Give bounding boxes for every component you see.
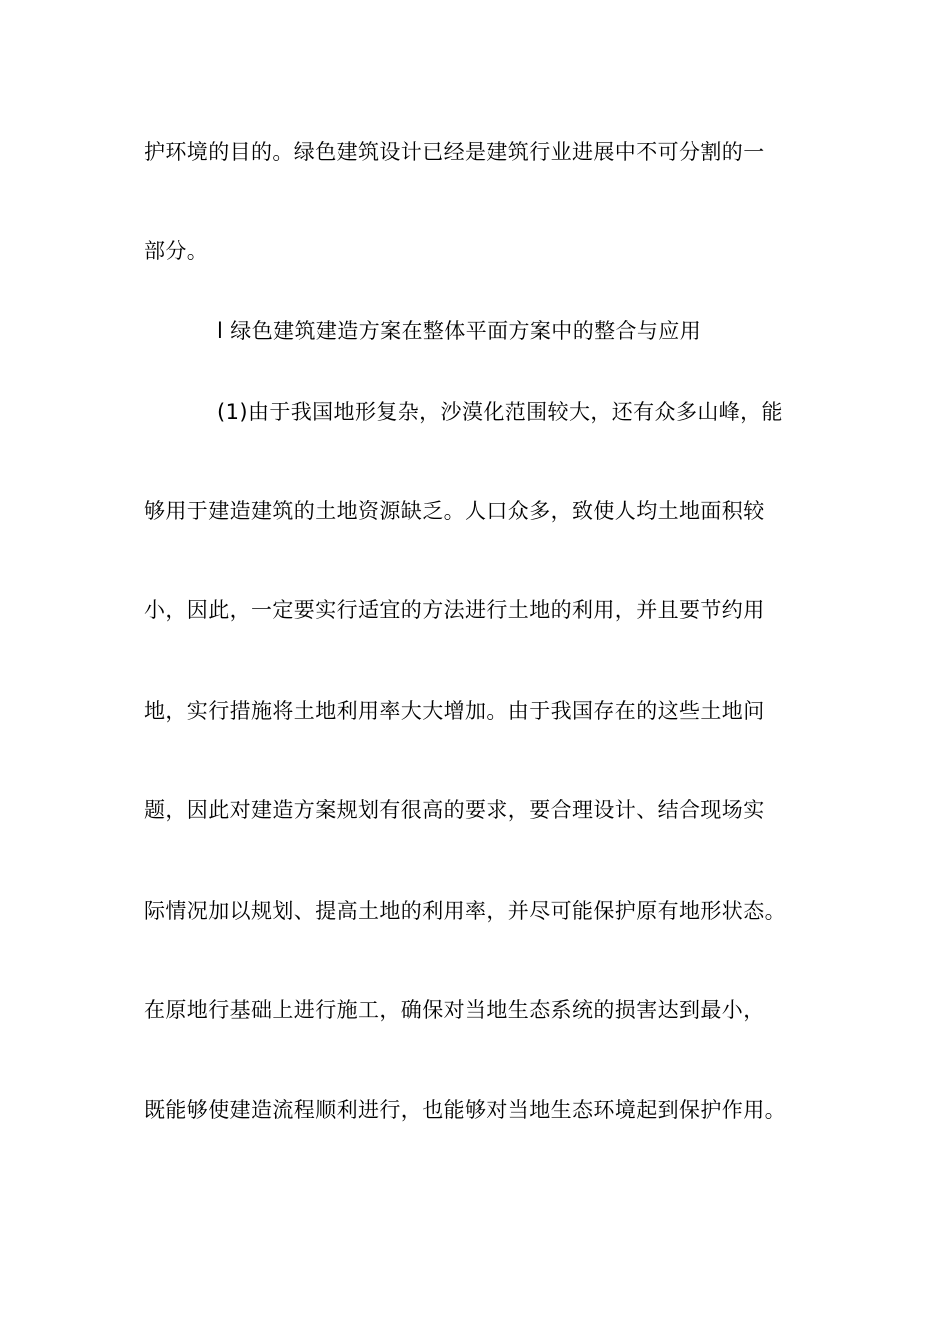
text-line-7: 地，实行措施将土地利用率大大增加。由于我国存在的这些土地问 <box>144 699 765 723</box>
text-line-2: 部分。 <box>144 239 209 263</box>
section-heading: l 绿色建筑建造方案在整体平面方案中的整合与应用 <box>217 319 702 343</box>
text-line-5: 够用于建造建筑的土地资源缺乏。人口众多，致使人均土地面积较 <box>144 499 765 523</box>
text-line-8: 题，因此对建造方案规划有很高的要求，要合理设计、结合现场实 <box>144 798 765 822</box>
text-line-1: 护环境的目的。绿色建筑设计已经是建筑行业进展中不可分割的一 <box>144 140 765 164</box>
text-line-4: (1)由于我国地形复杂，沙漠化范围较大，还有众多山峰，能 <box>217 400 783 424</box>
text-line-6: 小，因此，一定要实行适宜的方法进行土地的利用，并且要节约用 <box>144 598 765 622</box>
text-line-10: 在原地行基础上进行施工，确保对当地生态系统的损害达到最小， <box>144 998 765 1022</box>
text-line-11: 既能够使建造流程顺利进行，也能够对当地生态环境起到保护作用。 <box>144 1098 786 1122</box>
text-line-9: 际情况加以规划、提高土地的利用率，并尽可能保护原有地形状态。 <box>144 899 786 923</box>
